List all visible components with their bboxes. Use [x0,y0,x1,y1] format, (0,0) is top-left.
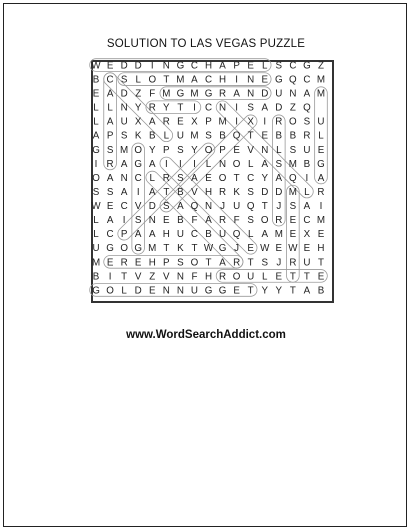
grid-letter: I [193,158,196,170]
grid-letter: A [92,130,100,142]
grid-letter: R [275,215,283,227]
grid-letter: M [176,74,185,86]
grid-letter: I [136,186,140,198]
grid-letter: Y [134,102,142,114]
grid-letter: C [204,102,213,114]
grid-letter: L [247,158,254,170]
grid-letter: I [150,60,154,72]
grid-letter: R [106,158,114,170]
grid-letter: K [233,186,240,198]
grid-letter: D [275,186,283,198]
grid-letter: O [232,158,241,170]
grid-letter: L [93,102,99,114]
grid-letter: R [219,186,227,198]
grid-letter: A [134,229,142,241]
grid-letter: T [163,186,170,198]
grid-letter: U [219,229,227,241]
grid-letter: Q [246,201,255,213]
grid-letter: O [232,271,241,283]
grid-letter: E [275,271,283,283]
grid-letter: A [219,60,226,72]
grid-letter: R [303,130,311,142]
grid-letter: S [247,102,254,114]
grid-letter: Y [163,102,170,114]
grid-letter: U [92,243,100,255]
grid-letter: D [275,102,283,114]
grid-letter: A [303,285,311,297]
grid-letter: M [288,158,297,170]
grid-letter: S [247,215,254,227]
grid-letter: S [205,130,212,142]
grid-letter: L [262,60,268,72]
grid-letter: G [218,243,227,255]
grid-letter: E [317,271,325,283]
grid-letter: A [275,172,283,184]
grid-letter: T [317,257,324,269]
grid-letter: N [162,60,170,72]
grid-letter: S [261,257,269,269]
grid-letter: I [235,116,238,128]
grid-letter: E [106,257,114,269]
grid-letter: R [219,271,227,283]
grid-letter: G [303,60,311,72]
grid-letter: H [204,60,213,72]
grid-letter: J [276,201,282,213]
grid-letter: R [219,88,227,100]
grid-letter: S [303,116,311,128]
grid-letter: E [205,172,212,184]
grid-letter: A [148,158,156,170]
grid-letter: M [190,130,199,142]
grid-letter: G [106,243,114,255]
grid-letter: I [235,102,238,114]
grid-letter: B [148,130,156,142]
grid-letter: H [219,74,227,86]
puzzle-grid [89,58,328,297]
grid-letter: S [120,74,128,86]
grid-letter: T [163,243,170,255]
grid-letter: S [92,186,100,198]
grid-letter: S [289,144,297,156]
grid-letter: C [190,60,198,72]
grid-letter: J [234,243,240,255]
grid-letter: D [120,88,128,100]
grid-letter: G [204,88,213,100]
grid-letter: G [317,158,325,170]
grid-letter: E [247,243,254,255]
grid-letter: M [288,186,297,198]
grid-letter: Q [289,74,297,86]
grid-letter: W [203,243,214,255]
grid-letter: N [204,201,213,213]
grid-letter: Z [135,88,142,100]
grid-letter: S [106,144,114,156]
grid-letter: L [262,271,268,283]
grid-letter: G [176,60,185,72]
grid-letter: R [233,257,241,269]
grid-letter: L [304,186,310,198]
grid-letter: O [289,116,297,128]
grid-letter: L [149,172,155,184]
grid-letter: A [191,74,198,86]
grid-letter: T [247,285,254,297]
grid-letter: E [317,144,325,156]
grid-letter: T [247,130,254,142]
grid-letter: M [316,215,326,227]
grid-letter: L [93,215,99,227]
grid-letter: D [134,60,142,72]
grid-letters [91,60,325,296]
grid-letter: M [316,74,326,86]
grid-letter: R [162,172,170,184]
grid-letter: A [261,229,269,241]
grid-letter: Q [232,130,241,142]
grid-letter: I [179,158,182,170]
grid-letter: O [120,243,128,255]
grid-letter: A [120,186,128,198]
grid-letter: M [91,257,101,269]
grid-letter: T [121,271,128,283]
grid-letter: F [191,271,198,283]
grid-letter: U [303,144,311,156]
grid-letter: G [134,158,143,170]
grid-letter: E [106,60,114,72]
grid-letter: H [317,243,325,255]
grid-letter: U [317,116,325,128]
grid-letter: A [205,215,212,227]
grid-letter: S [177,257,184,269]
grid-letter: A [106,172,114,184]
grid-letter: E [233,144,240,156]
solution-outline [90,284,257,297]
grid-letter: T [163,74,170,86]
grid-letter: C [303,74,311,86]
grid-letter: A [148,116,156,128]
grid-letter: P [120,229,128,241]
grid-letter: A [191,172,198,184]
grid-letter: G [204,285,213,297]
grid-letter: N [162,285,170,297]
grid-letter: M [316,88,326,100]
grid-letter: G [92,144,100,156]
grid-letter: C [134,172,142,184]
grid-letter: W [91,201,101,213]
grid-letter: T [177,102,184,114]
grid-letter: A [106,116,114,128]
grid-letter: O [92,172,100,184]
grid-letter: H [162,229,170,241]
grid-letter: A [261,158,269,170]
grid-letter: G [92,285,100,297]
grid-letter: C [106,74,114,86]
grid-letter: A [303,201,311,213]
grid-letter: C [247,172,255,184]
grid-letter: N [176,271,184,283]
grid-letter: L [205,158,212,170]
grid-letter: O [148,74,157,86]
grid-letter: W [91,60,101,72]
grid-letter: I [94,158,98,170]
grid-letter: C [120,201,128,213]
grid-letter: A [261,102,269,114]
grid-letter: P [219,144,226,156]
grid-letter: X [191,116,198,128]
grid-letter: A [120,158,128,170]
grid-letter: S [120,130,128,142]
grid-letter: P [106,130,114,142]
grid-letter: U [176,229,184,241]
grid-letter: Q [303,102,311,114]
grid-letter: Z [317,60,324,72]
grid-letter: W [288,243,298,255]
grid-letter: P [233,60,240,72]
grid-letter: Z [149,271,156,283]
grid-letter: K [134,130,142,142]
grid-letter: F [149,88,156,100]
grid-letter: I [305,172,309,184]
grid-letter: D [261,186,269,198]
grid-letter: N [289,88,297,100]
grid-letter: L [121,285,127,297]
grid-letter: B [289,130,297,142]
grid-letter: D [134,285,142,297]
grid-letter: B [92,271,100,283]
grid-letter: L [135,74,141,86]
grid-letter: R [219,215,227,227]
website-footer: www.WordSearchAddict.com [126,329,286,341]
grid-letter: A [177,201,184,213]
grid-letter: U [120,116,128,128]
grid-letter: T [289,285,296,297]
grid-letter: L [276,144,282,156]
grid-letter: T [303,271,310,283]
grid-letter: E [148,285,156,297]
grid-letter: S [177,144,184,156]
grid-letter: H [148,257,156,269]
grid-letter: K [177,243,184,255]
grid-letter: C [106,229,114,241]
grid-letter: A [317,172,325,184]
grid-letter: S [247,186,254,198]
grid-letter: Y [191,144,198,156]
grid-letter: G [134,243,143,255]
grid-letter: T [289,271,296,283]
grid-letter: V [247,144,254,156]
grid-letter: N [120,102,128,114]
grid-letter: S [177,172,184,184]
grid-letter: O [190,257,199,269]
grid-letter: S [163,201,170,213]
grid-letter: M [162,88,171,100]
grid-letter: C [190,229,198,241]
grid-letter: L [318,130,324,142]
grid-letter: B [275,130,283,142]
grid-letter: L [163,130,170,142]
grid-letter: V [163,271,170,283]
grid-letter: Q [289,172,297,184]
grid-letter: T [261,201,268,213]
grid-letter: A [148,186,156,198]
grid-letter: T [247,257,254,269]
grid-letter: V [134,201,142,213]
grid-letter: I [193,102,196,114]
grid-letter: E [106,201,114,213]
grid-letter: D [120,60,128,72]
grid-letter: J [276,257,282,269]
grid-letter: E [247,60,254,72]
grid-letter: A [219,257,226,269]
grid-letter: P [163,144,170,156]
grid-letter: E [134,257,142,269]
grid-letter: E [289,229,297,241]
page-title: SOLUTION TO LAS VEGAS PUZZLE [106,38,306,50]
grid-letter: R [162,116,170,128]
grid-letter: J [220,201,226,213]
grid-letter: E [317,229,325,241]
grid-letter: Q [232,229,241,241]
grid-letter: F [191,215,198,227]
grid-letter: I [263,116,267,128]
grid-letter: S [275,60,283,72]
grid-letter: U [303,257,311,269]
grid-letter: S [106,186,114,198]
grid-letter: R [289,257,297,269]
grid-letter: A [106,215,114,227]
grid-letter: R [317,186,325,198]
grid-letter: M [274,229,283,241]
grid-letter: S [275,158,283,170]
grid-letter: Q [190,201,199,213]
grid-letter: U [247,271,255,283]
grid-letter: A [148,229,156,241]
grid-letter: V [134,271,142,283]
grid-letter: B [92,74,100,86]
grid-letter: I [319,201,323,213]
grid-letter: Y [261,172,269,184]
grid-letter: G [274,74,283,86]
grid-letter: E [163,215,170,227]
grid-letter: N [176,285,184,297]
grid-letter: R [148,102,156,114]
grid-letter: I [164,158,168,170]
grid-letter: D [148,201,156,213]
grid-letter: O [204,144,213,156]
grid-letter: I [108,271,112,283]
grid-letter: P [163,257,170,269]
grid-letter: L [93,116,99,128]
grid-letter: R [120,257,128,269]
grid-letter: U [275,88,283,100]
grid-letter: E [177,116,184,128]
grid-letter: B [205,229,212,241]
grid-letter: O [134,144,143,156]
grid-letter: B [177,215,184,227]
grid-letter: R [275,116,283,128]
grid-letter: T [205,257,212,269]
grid-letter: X [303,229,311,241]
grid-letter: H [204,271,213,283]
grid-letter: M [190,88,199,100]
grid-letter: W [260,243,270,255]
grid-letter: N [247,74,255,86]
grid-letter: S [134,215,142,227]
grid-letter: L [93,229,99,241]
grid-letter: E [261,130,269,142]
grid-letter: V [191,186,198,198]
grid-letter: L [247,229,254,241]
grid-letter: E [92,88,100,100]
grid-letter: N [120,172,128,184]
grid-letter: E [261,74,269,86]
grid-letter: B [303,158,311,170]
grid-letter: X [134,116,142,128]
grid-letter: E [289,215,297,227]
grid-letter: C [303,215,311,227]
grid-letter: B [317,285,325,297]
grid-letter: S [289,201,297,213]
grid-letter: U [176,130,184,142]
grid-letter: P [205,116,212,128]
grid-letter: N [261,144,269,156]
grid-letter: Z [289,102,296,114]
grid-letter: O [260,215,269,227]
grid-letter: C [289,60,297,72]
grid-letter: T [191,243,198,255]
grid-letter: G [218,285,227,297]
grid-letter: I [235,74,238,86]
grid-letter: N [247,88,255,100]
grid-letter: F [233,215,240,227]
grid-letter: Y [148,144,156,156]
grid-letter: G [176,88,185,100]
grid-letter: B [177,186,184,198]
grid-letter: M [120,144,129,156]
grid-letter: B [219,130,226,142]
grid-letter: N [219,102,227,114]
grid-letter: A [233,88,240,100]
grid-letter: C [204,74,213,86]
grid-letter: N [148,215,156,227]
grid-letter: Y [275,285,283,297]
grid-letter: A [106,88,114,100]
grid-letter: E [275,243,283,255]
grid-letter: M [148,243,157,255]
grid-letter: O [218,172,227,184]
grid-letter: N [219,158,227,170]
grid-letter: U [190,285,198,297]
grid-letter: E [303,243,311,255]
grid-letter: Y [261,285,269,297]
grid-letter: H [204,186,213,198]
grid-letter: T [233,172,240,184]
grid-letter: M [218,116,227,128]
grid-letter: D [261,88,269,100]
grid-letter: U [233,201,241,213]
grid-letter: X [247,116,254,128]
grid-letter: O [106,285,114,297]
grid-letter: L [107,102,113,114]
grid-letter: I [122,215,126,227]
grid-letter: A [303,88,311,100]
grid-letter: E [233,285,240,297]
